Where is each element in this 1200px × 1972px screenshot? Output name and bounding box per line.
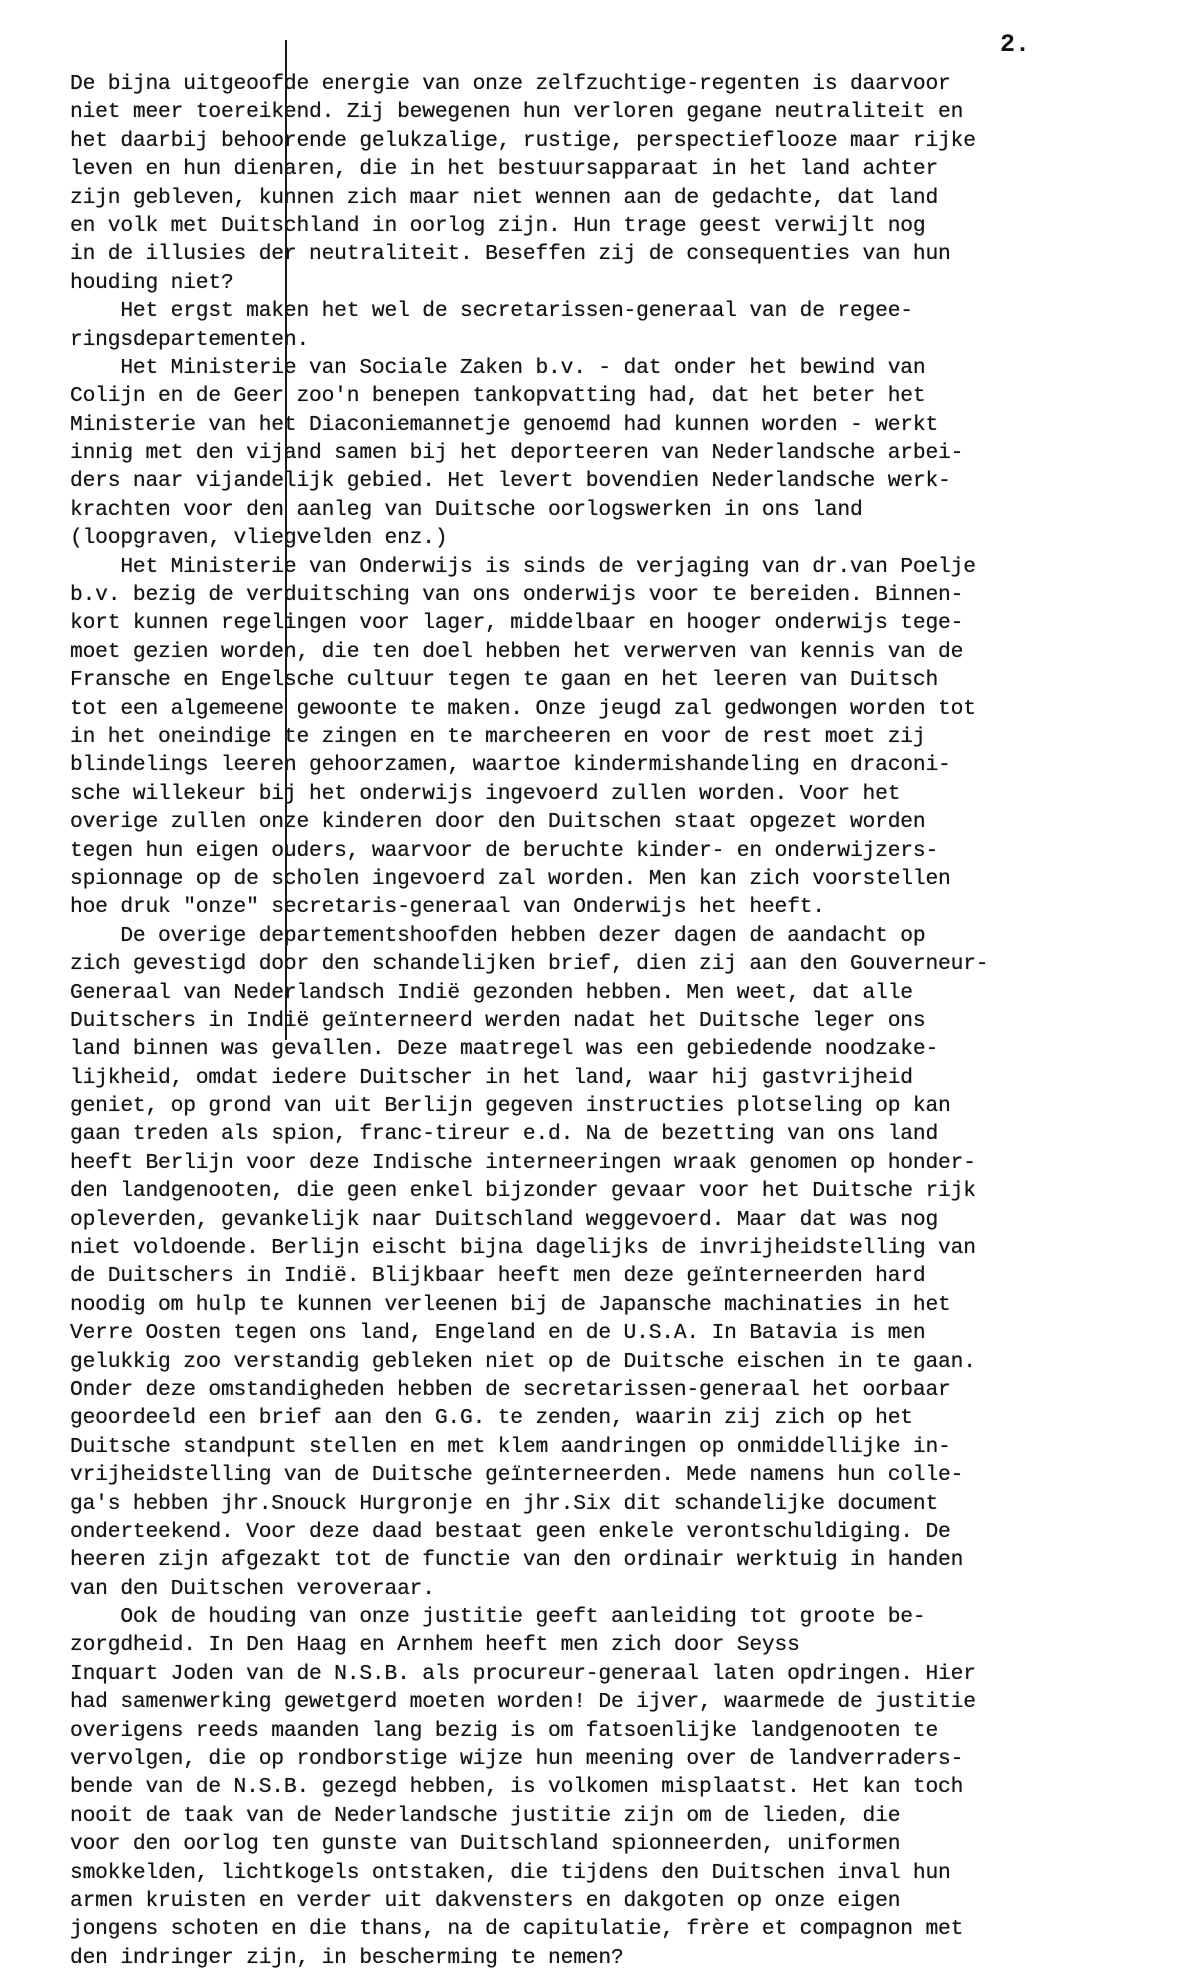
document-line: de Duitschers in Indië. Blijkbaar heeft men deze geïnterneerden hard — [70, 1264, 926, 1289]
document-line: nooit de taak van de Nederlandsche justitie zijn om de lieden, die — [70, 1803, 901, 1828]
document-line: zijn gebleven, kunnen zich maar niet wennen aan de gedachte, dat land — [70, 185, 939, 210]
document-line: in het oneindige te zingen en te marcheeren en voor de rest moet zij — [70, 724, 926, 749]
page-number: 2. — [999, 30, 1030, 59]
document-line: lijkheid, omdat iedere Duitscher in het land, waar hij gastvrijheid — [70, 1065, 913, 1090]
document-line: jongens schoten en die thans, na de capitulatie, frère et compagnon met — [70, 1917, 964, 1942]
document-line: Ook de houding van onze justitie geeft aanleiding tot groote be- — [70, 1605, 926, 1630]
document-line: en volk met Duitschland in oorlog zijn. Hun trage geest verwijlt nog — [70, 213, 926, 238]
document-line: overige zullen onze kinderen door den Duitschen staat opgezet worden — [70, 810, 926, 835]
document-line: zich gevestigd door den schandelijken brief, dien zij aan den Gouverneur- — [70, 952, 989, 977]
document-line: onderteekend. Voor deze daad bestaat geen enkele verontschuldiging. De — [70, 1519, 951, 1544]
document-line: gelukkig zoo verstandig gebleken niet op de Duitsche eischen in te gaan. — [70, 1349, 976, 1374]
document-line: De overige departementshoofden hebben dezer dagen de aandacht op — [70, 923, 926, 948]
document-line: niet meer toereikend. Zij bewegenen hun verloren gegane neutraliteit en — [70, 100, 964, 125]
document-line: leven en hun dienaren, die in het bestuursapparaat in het land achter — [70, 157, 939, 182]
document-line: Colijn en de Geer zoo'n benepen tankopvatting had, dat het beter het — [70, 384, 926, 409]
document-line: moet gezien worden, die ten doel hebben het verwerven van kennis van de — [70, 639, 964, 664]
document-line: gaan treden als spion, franc-tireur e.d. Na de bezetting van ons land — [70, 1122, 939, 1147]
document-line: ga's hebben jhr.Snouck Hurgronje en jhr.Six dit schandelijke document — [70, 1491, 939, 1516]
document-line: (loopgraven, vliegvelden enz.) — [70, 526, 448, 551]
document-line: Fransche en Engelsche cultuur tegen te gaan en het leeren van Duitsch — [70, 668, 939, 693]
document-line: houding niet? — [70, 270, 234, 295]
document-body — [70, 70, 1180, 1972]
document-line: bende van de N.S.B. gezegd hebben, is volkomen misplaatst. Het kan toch — [70, 1775, 964, 1800]
document-line: Het Ministerie van Sociale Zaken b.v. - dat onder het bewind van — [70, 355, 926, 380]
document-line: Onder deze omstandigheden hebben de secretarissen-generaal het oorbaar — [70, 1377, 951, 1402]
document-line: smokkelden, lichtkogels ontstaken, die tijdens den Duitschen inval hun — [70, 1860, 951, 1885]
document-line: ders naar vijandelijk gebied. Het levert bovendien Nederlandsche werk- — [70, 469, 951, 494]
document-line: innig met den vijand samen bij het deporteeren van Nederlandsche arbei- — [70, 441, 964, 466]
document-line: heeren zijn afgezakt tot de functie van den ordinair werktuig in handen — [70, 1548, 964, 1573]
document-line: van den Duitschen veroveraar. — [70, 1576, 435, 1601]
document-line: Duitschers in Indië geïnterneerd werden nadat het Duitsche leger ons — [70, 1008, 926, 1033]
document-line: heeft Berlijn voor deze Indische interneeringen wraak genomen op honder- — [70, 1150, 976, 1175]
document-line: tot een algemeene gewoonte te maken. Onze jeugd zal gedwongen worden tot — [70, 696, 976, 721]
document-line: tegen hun eigen ouders, waarvoor de beruchte kinder- en onderwijzers- — [70, 838, 939, 863]
document-line: vrijheidstelling van de Duitsche geïnterneerden. Mede namens hun colle- — [70, 1463, 964, 1488]
document-line: overigens reeds maanden lang bezig is om fatsoenlijke landgenooten te — [70, 1718, 939, 1743]
document-line: noodig om hulp te kunnen verleenen bij de Japansche machinaties in het — [70, 1292, 951, 1317]
document-line: zorgdheid. In Den Haag en Arnhem heeft men zich door Seyss — [70, 1633, 800, 1658]
document-line: Inquart Joden van de N.S.B. als procureur-generaal laten opdringen. Hier — [70, 1661, 976, 1686]
document-line: niet voldoende. Berlijn eischt bijna dagelijks de invrijheidstelling van — [70, 1236, 976, 1261]
document-line: had samenwerking gewetgerd moeten worden! De ijver, waarmede de justitie — [70, 1690, 976, 1715]
document-line: geniet, op grond van uit Berlijn gegeven instructies plotseling op kan — [70, 1094, 951, 1119]
document-line: ringsdepartementen. — [70, 327, 310, 352]
document-line: in de illusies der neutraliteit. Beseffen zij de consequenties van hun — [70, 242, 951, 267]
document-line: kort kunnen regelingen voor lager, middelbaar en hooger onderwijs tege- — [70, 611, 964, 636]
document-line: blindelings leeren gehoorzamen, waartoe kindermishandeling en draconi- — [70, 753, 951, 778]
document-line: Verre Oosten tegen ons land, Engeland en de U.S.A. In Batavia is men — [70, 1321, 926, 1346]
document-line: voor den oorlog ten gunste van Duitschland spionneerden, uniformen — [70, 1832, 901, 1857]
document-line: Ministerie van het Diaconiemannetje genoemd had kunnen worden - werkt — [70, 412, 939, 437]
document-line: land binnen was gevallen. Deze maatregel was een gebiedende noodzake- — [70, 1037, 939, 1062]
document-line: De bijna uitgeoofde energie van onze zelfzuchtige-regenten is daarvoor — [70, 72, 951, 96]
document-line: hoe druk "onze" secretaris-generaal van Onderwijs het heeft. — [70, 895, 825, 920]
document-line: Generaal van Nederlandsch Indië gezonden hebben. Men weet, dat alle — [70, 980, 913, 1005]
document-line: den landgenooten, die geen enkel bijzonder gevaar voor het Duitsche rijk — [70, 1179, 976, 1204]
document-line: spionnage op de scholen ingevoerd zal worden. Men kan zich voorstellen — [70, 866, 951, 891]
document-line: sche willekeur bij het onderwijs ingevoerd zullen worden. Voor het — [70, 781, 901, 806]
document-line: Duitsche standpunt stellen en met klem aandringen op onmiddellijke in- — [70, 1434, 951, 1459]
document-line: den indringer zijn, in bescherming te nemen? — [70, 1945, 624, 1970]
document-line: Het ergst maken het wel de secretarissen-generaal van de regee- — [70, 299, 913, 324]
document-line: opleverden, gevankelijk naar Duitschland weggevoerd. Maar dat was nog — [70, 1207, 939, 1232]
document-line: armen kruisten en verder uit dakvensters en dakgoten op onze eigen — [70, 1889, 901, 1913]
document-line: vervolgen, die op rondborstige wijze hun meening over de landverraders- — [70, 1747, 964, 1772]
document-line: het daarbij behoorende gelukzalige, rustige, perspectieflooze maar rijke — [70, 128, 976, 153]
document-line: krachten voor den aanleg van Duitsche oorlogswerken in ons land — [70, 497, 863, 522]
document-line: b.v. bezig de verduitsching van ons onderwijs voor te bereiden. Binnen- — [70, 583, 964, 608]
document-line: Het Ministerie van Onderwijs is sinds de verjaging van dr.van Poelje — [70, 554, 976, 579]
document-line: geoordeeld een brief aan den G.G. te zenden, waarin zij zich op het — [70, 1406, 913, 1431]
